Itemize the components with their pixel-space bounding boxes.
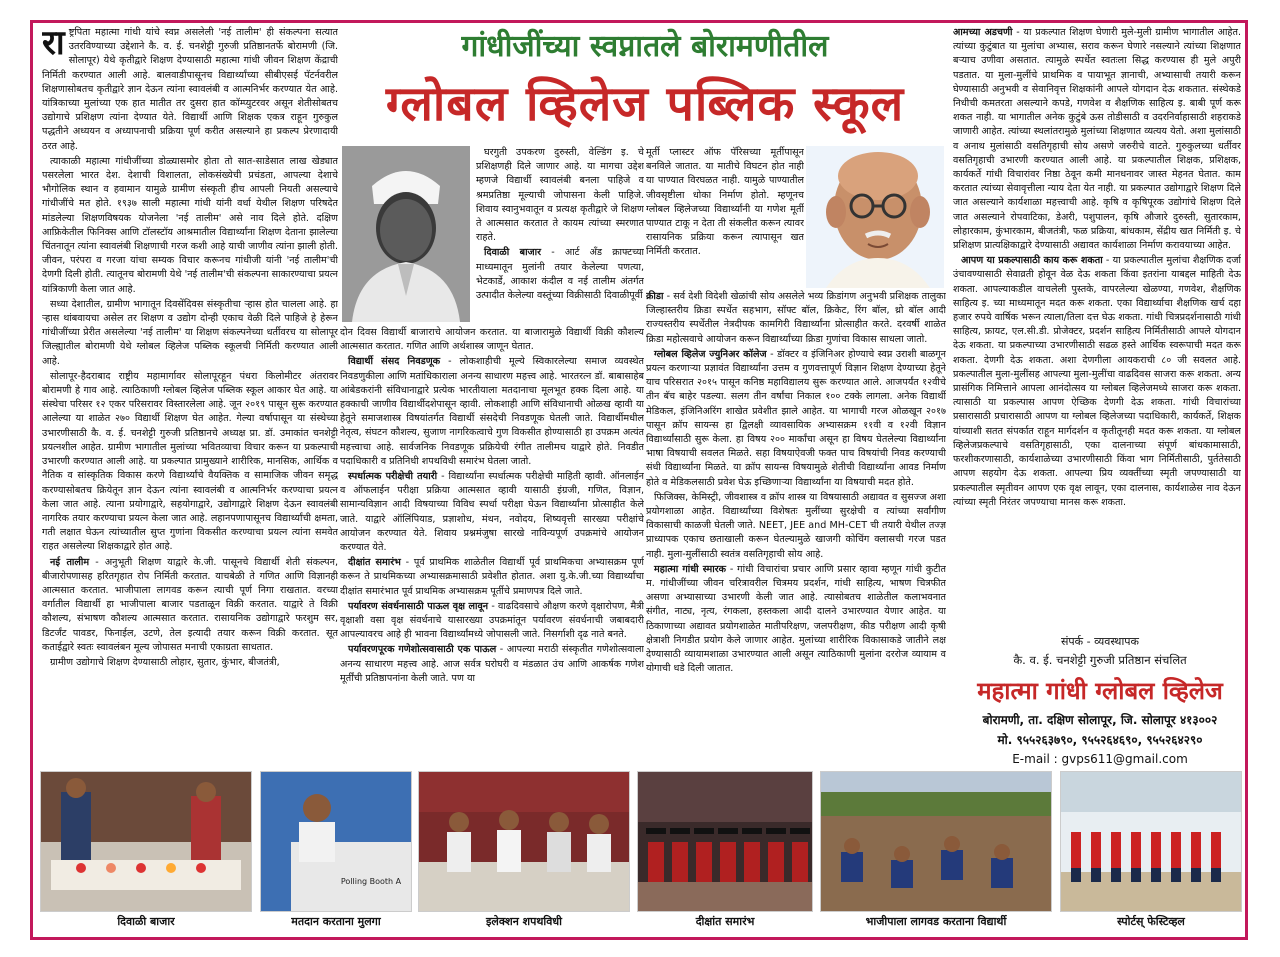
contact-address: बोरामणी, ता. दक्षिण सोलापूर, जि. सोलापूर ४१३००२: [982, 713, 1218, 727]
section-text: - गांधी विचारांचा प्रचार आणि प्रसार व्हावा म्हणून गांधी कुटीत म. गांधीजींच्या जीवन चरित्रावरील चित्रमय प्रदर्शन, गांधी साहित्य, भाषण चित्रफीत असणा अभ्यासाच्या उभारणी केली जात आहे. त्यासोबतच शाळेतील कलाभवनात संगीत, नाट्य, नृत्य, रंगकला, हस्तकला आदी दालने उभारण्यात येणार आहेत. या ठिकाणाच्या अद्यावत प्रयोगशाळेत मातीपरिक्षण, जलपरीक्षण, कीड परीक्षण आदी कृषी क्षेत्राशी निगडीत प्रयोग केले जाणार आहेत. मुलांच्या शारीरिक विकासाकडे जातीने लक्ष देण्यासाठी व्यायामशाळा उभारण्यात आली असून त्याठिकाणी मुलांना दररोज व्यायाम व योगाची धडे दिली जातात.: [646, 563, 946, 675]
section-text: - या प्रकल्पात शिक्षण घेणारी मुले-मुली ग्रामीण भागातील आहेत. त्यांच्या कुटुंबात या मुलांचा अभ्यास, सराव करून घेणारे नसल्याने त्यांच्या शिक्षणात बऱ्याच उणीवा असतात. त्यामुळे स्पर्धेत स्वतःला सिद्ध करण्यास ही मुले अपुरी पडतात. या मुला-मुलींचे प्राथमिक व पायाभूत ज्ञानाची, अभ्यासाची तयारी करून घेण्यासाठी अनुभवी व सेवानिवृत्त शिक्षकांनी आपले योगदान देऊ शकतात. संस्थेकडे निधीची कमतरता असल्याने कपडे, गणवेश व शैक्षणिक साहित्य इ. बाबी पूर्ण करू शकत नाही. या भागातील अनेक कुटुंबे ऊस तोडीसाठी व उदरनिर्वाहासाठी शहराकडे जाणारी आहेत. त्यांच्या स्थलांतरामुळे मुलांच्या शिक्षणात व्यत्यय येतो. अशा मुलांसाठी व अनाथ मुलांसाठी वसतिगृहाची सोय असणे जरुरीचे वाटते. गुरुकुलच्या धर्तीवर वसतिगृहाची उभारणी करण्यात आली आहे. या प्रकल्पातील शिक्षक, प्रशिक्षक, कार्यकर्ते गांधी विचारांवर निष्ठा ठेवून कमी मानधनावर जास्त मेहनत घेतात. काम करतात त्यांच्या सेवावृत्तीला न्याय देता येत नाही. या प्रकल्पात उद्योगाद्वारे शिक्षण दिले जात असल्याने कार्यशाळा महत्त्वाची आहे. कृषि व कृषिपूरक उद्योगांचे शिक्षण दिले जात असल्याने रोपवाटिका, डेअरी, पशुपालन, कृषि औजारे दुरुस्ती, सुतारकाम, लोहारकाम, कुंभारकाम, बीजतंत्री, फळ प्रक्रिया, बांधकाम, सेंद्रीय खत निर्मिती इ. चे प्रशिक्षण प्रात्यक्षिकाद्वारे देण्यासाठी अद्यावत कार्यशाळा निर्माण करावयाच्या आहेत.: [953, 27, 1241, 252]
section-heading: दीक्षांत समारंभ: [348, 557, 401, 569]
paragraph: घरगुती उपकरण दुरुस्ती, वेल्डिंग इ. चे प्रशिक्षणही दिले जाणार आहे. या मागचा उद्देश म्हणजे विद्यार्थी स्वावलंबी बनला पाहिजे व श्रमप्रतिष्ठा मूल्याची जोपासना केली पाहिजे. शिवाय स्वानुभवातून व प्रत्यक्ष कृतीद्वारे जे शिक्षण ते आत्मसात करतात ते कायम त्यांच्या स्मरणात राहते.: [476, 147, 644, 244]
contact-label: संपर्क - व्यवस्थापक: [1061, 635, 1139, 648]
section-text: - या प्रकल्पातील मुलांचा शैक्षणिक दर्जा उंचावण्यासाठी सेवाव्रती होवून वेळ देऊ शकता किंवा इतरांना याबद्दल माहिती देऊ शकता. आपल्याकडील वाचलेली पुस्तके, वापरलेल्या खेळण्या, गणवेश, शैक्षणिक साहित्य इ. च्या माध्यमातून मदत करू शकता. एका विद्यार्थ्याचा शैक्षणिक खर्च दहा हजार रुपये वार्षिक भरून त्याला/तिला दत्त घेऊ शकता. गांधी चित्रप्रदर्शनासाठी गांधी साहित्य, फ्रायट, एल.सी.डी. प्रोजेक्टर, प्रदर्शन साहित्य निर्मितीसाठी आपले योगदान देऊ शकता. या प्रकल्पाच्या उभारणीसाठी सढळ हस्ते आर्थिक स्वरूपाची मदत करू शकता. देणगी देऊ शकता. अशा देणगीला आयकराची ८० जी सवलत आहे. प्रकल्पातील मुला-मुलींसह आपल्या मुला-मुलींचा वाढदिवस साजरा करू शकता. अन्य प्रासंगिक निमित्ताने आपला आनंदोत्सव या ग्लोबल व्हिलेजमध्ये साजरा करू शकता. त्यासाठी या प्रकल्पास आपण ऐच्छिक देणगी देऊ शकता. गांधी विचारांच्या प्रसारासाठी प्रचारासाठी आपण या ग्लोबल व्हिलेजच्या पदाधिकारी, कार्यकर्ते, शिक्षक यांच्याशी सतत संपर्कात राहून मार्गदर्शन व कृतीतूनही मदत करू शकता. या ग्लोबल व्हिलेजप्रकल्पाचे वसतिगृहासाठी, एका दालनाच्या संपूर्ण बांधकामासाठी, फरशीकरणासाठी, कार्यशाळेच्या उभारणीसाठी किंवा भाग निर्मितीसाठी, पुर्ततेसाठी आपण सहयोग देऊ शकता. आपल्या प्रिय व्यक्तींच्या स्मृती जपण्यासाठी या प्रकल्पातील स्मृतीवन आपण एक वृक्ष लावून, एका दालनास, कार्यशाळेस नाव देऊन त्यांच्या स्मृती निरंतर जपण्याचा मानस करू शकता.: [953, 255, 1241, 508]
paragraph: ग्रामीण उद्योगाचे शिक्षण देण्यासाठी लोहार, सुतार, कुंभार, बीजतंत्री,: [50, 656, 280, 668]
article-column-3b: [646, 290, 946, 772]
section-heading: ग्लोबल व्हिलेज ज्युनिअर कॉलेज: [654, 348, 767, 360]
section-text: - आर्ट अँड क्राफ्टच्या माध्यमातून मुलांनी तयार केलेल्या पणत्या, भेटकार्डे, आकाश कंदील व नई तालीम अंतर्गत उत्पादीत केलेल्या वस्तूंच्या विक्रीसाठी दिवाळीपूर्वी: [476, 247, 644, 302]
section-text: - वाढदिवसाचे औक्षण करणे वृक्षारोपण, मैत्री वृक्षाशी वसा वृक्ष संवर्धनाचे यासारख्या उपक्रमांतून पर्यावरण संवर्धनाची जबाबदारी आपल्यावरच आहे ही भावना विद्यार्थ्यांमध्ये जोपासली जाते. निसर्गाशी दृढ नाते बनते.: [340, 600, 644, 641]
paragraph: दोन दिवस विद्यार्थी बाजाराचे आयोजन करतात. या बाजारामुळे विद्यार्थी विक्री कौशल्य आत्मसात करतात. गणित आणि अर्थशास्त्र जाणून घेतात.: [340, 327, 644, 353]
photo-voting-boy: [260, 771, 412, 912]
photo-convocation: [637, 771, 813, 912]
photo-caption: भाजीपाला लागवड करताना विद्यार्थी: [865, 915, 1007, 928]
article-column-3: [646, 146, 804, 288]
photo-sports-festival: [1060, 771, 1242, 912]
section-text: - पूर्व प्राथमिक शाळेतील विद्यार्थी पूर्व प्राथमिकचा अभ्यासक्रम पूर्ण करून ते प्राथमिकच्या अभ्यासक्रमासाठी प्रवेशीत होतात. अशा यु.के.जी.च्या विद्यार्थ्यांचा दीक्षांत समारंभात पूर्व प्राथमिक अभ्यासक्रम पूर्तीचे प्रमाणपत्र दिले जाते.: [340, 557, 644, 597]
paragraph: सध्या देशातील, ग्रामीण भागातून दिवसेंदिवस संस्कृतीचा ऱ्हास होत चालला आहे. हा ऱ्हास थांबवायचा असेल तर शिक्षण व उद्योग दोन्ही एकाच वेळी दिले पाहिजे हे हेरून गांधीजींच्या प्रेरीत असलेल्या 'नई तालीम' या शिक्षण संकल्पनेच्या धर्तीवरच या सोलापूर जिल्ह्यातील बोरामणी येथे ग्लोबल व्हिलेज पब्लिक स्कूलची निर्मिती करण्यात आली आहे.: [42, 298, 338, 367]
paragraph: ष्ट्रपिता महात्मा गांधी यांचे स्वप्न असलेली 'नई तालीम' ही संकल्पना सत्यात उतरविण्याच्या उद्देशाने कै. व. ई. चनशेट्टी गुरुजी प्रतिष्ठानतर्फे बोरामणी (जि. सोलापूर) येथे कृतीद्वारे शिक्षण देण्यासाठी महात्मा गांधी जीवन शिक्षण केंद्राची निर्मिती करण्यात आली आहे. बालवाडीपासूनच विद्यार्थ्यांच्या सीबीएसई पॅटर्नवरील शिक्षणासोबतच कृतीद्वारे ज्ञान देऊन त्यांना स्वावलंबी व आत्मनिर्भर करण्यात येत आहे. यांत्रिकाच्या मुलांच्या एक हात मातीत तर दुसरा हात कॉम्प्युटरवर असून शेतीसोबतच उद्योगाचे प्रशिक्षण त्यांना देण्यात येते. विद्यार्थी आणि शिक्षक एकत्र राहून गुरुकुल पद्धतीने अध्ययन व अध्यापनाची प्रक्रिया पूर्ण करीत असल्याने हा प्रकल्प प्रेरणादायी ठरत आहे.: [42, 27, 338, 152]
section-heading: पर्यावरण संवर्धनासाठी पाऊल वृक्ष लावून: [348, 600, 489, 612]
section-heading: क्रीडा: [646, 291, 664, 302]
paragraph: त्याकाळी महात्मा गांधीजींच्या डोळ्यासमोर होता तो सात-साडेसात लाख खेड्यात पसरलेला भारत देश. देशाची विशालता, लोकसंख्येची प्रचंडता, आपल्या देशाचे भौगोलिक स्थान व हवामान यामुळे ग्रामीण संस्कृती हीच आपली नियती असल्याचे गांधीजींचे मत होते. १९३७ साली महात्मा गांधी यांनी वर्धा येथील शिक्षण परिषदेत मांडलेल्या शिक्षणविषयक योजनेला 'नई तालीम' असे नाव दिले होते. दक्षिण आफ्रिकेतील फिनिक्स आणि टॉलस्टॉय आश्रमातील विद्यार्थ्यांना शिक्षण देताना झालेल्या चिंतनातून त्यांना स्वावलंबी शिक्षणाची गरज कशी आहे याची जाणीव त्यांना झाली होती. जीवन, परंपरा व गरजा यांचा सम्यक विचार करूनच गांधीजी यांनी 'नई तालीम'ची देणगी दिली होती. त्यातूनच बोरामणी येथे 'नई तालीम'ची संकल्पना साकारण्याचा प्रयत्न यांत्रिकाणी केला जात आहे.: [42, 155, 338, 295]
paragraph: सोलापूर-हैदराबाद राष्ट्रीय महामार्गावर सोलापूरहून पंधरा किलोमीटर अंतरावर बोरामणी हे गाव आहे. त्याठिकाणी ग्लोबल व्हिलेज पब्लिक स्कूल आकार घेत आहे. या संस्थेचा परिसर १२ एकर परिसरावर विस्तारलेला आहे. जून २०१९ पासून सुरू करण्यात आलेल्या या शाळेत २७० विद्यार्थी शिक्षण घेत आहेत. गेल्या वर्षापासून या संस्थेच्या उभारणीसाठी कै. व. ई. चनशेट्टी गुरुजी प्रतिष्ठानचे अध्यक्ष प्रा. डॉ. उमाकांत चनशेट्टी प्रयत्नशील आहेत. ग्रामीण भागातील मुलांच्या भवितव्याचा विचार करून या प्रकल्पाची उभारणी करण्यात आली आहे. या प्रकल्पात प्रामुख्याने शारीरिक, मानसिक, आर्थिक व नैतिक व सांस्कृतिक विकास करणे विद्यार्थ्यांचे वैयक्तिक व सामाजिक जीवन समृद्ध करण्यासोबतच क्रियेतून ज्ञान देऊन त्यांना स्वावलंबी व आत्मनिर्भर करण्याचा प्रयत्न केला जात आहे. त्याना प्रयोगाद्वारे, सहयोगाद्वारे, उद्योगाद्वारे शिक्षण देऊन स्वावलंबी नागरिक तयार करण्याचा प्रयत्न केला जात आहे. लहानपणापासूनच विद्यार्थ्यांची क्षमता, गती लक्षात घेऊन त्यांच्यातील सुप्त गुणांना विकसीत करण्याचा प्रयत्न त्यांना समवेत राहत असलेल्या शिक्षकाद्वारे होत आहे.: [42, 370, 338, 553]
photo-caption: दिवाळी बाजार: [117, 915, 175, 928]
photo-caption: स्पोर्टस् फेस्टिव्हल: [1117, 915, 1185, 928]
contact-org-name: महात्मा गांधी ग्लोबल व्हिलेज: [977, 676, 1223, 705]
article-column-2: [340, 326, 644, 772]
founder-portrait: [342, 146, 470, 322]
drop-cap: रा: [42, 26, 65, 63]
section-text: - विद्यार्थ्यांना स्पर्धात्मक परीक्षेची माहिती व्हावी. ऑनलाईन व ऑफलाईन परीक्षा प्रक्रिया आत्मसात व्हावी यासाठी इंग्रजी, गणित, विज्ञान, सामान्यविज्ञान आदी विषयाच्या विविध स्पर्धा परीक्षा घेऊन विद्यार्थ्यांना प्रोत्साहीत केले जाते. याद्वारे ऑलिंपियाड, प्रज्ञाशोध, मंथन, नवोदय, शिष्यवृत्ती सारख्या परीक्षांचे आयोजन करण्यात येते. शिवाय प्रश्नमंजुषा सारखे नाविन्यपूर्ण उपक्रमांचे आयोजन करण्यात येते.: [340, 471, 644, 554]
section-heading: आपण या प्रकल्पासाठी काय करू शकता: [961, 255, 1103, 267]
photo-caption: इलेक्शन शपथविधी: [485, 915, 563, 928]
section-heading: पर्यावरणपूरक गणेशोत्सवासाठी एक पाऊल: [348, 644, 497, 656]
polling-booth-sign: Polling Booth A: [340, 877, 402, 886]
article-column-2a: [476, 146, 644, 324]
section-text: - आपल्या मराठी संस्कृतीत गणेशोत्सवाला अनन्य साधारण महत्त्व आहे. आज सर्वत्र घरोघरी व मंडळात उंच आणि आकर्षक गणेश मूर्तींची प्रतिष्ठापनांना केली जाते. पण या: [340, 644, 644, 684]
contact-box: [955, 628, 1245, 778]
photo-vegetable-planting: [820, 771, 1052, 912]
section-heading: आमच्या अडचणी: [953, 27, 1013, 38]
paragraph: मूर्ती प्लास्टर ऑफ पॅरिसच्या मूर्तीपासून बनविले जातात. या मातीचे विघटन होत नाही या पाण्यात विरघळत नाही. यामुळे पाण्यातील जीवसृष्टीला धोका निर्माण होतो. म्हणूनच ग्लोबल व्हिलेजच्या विद्यार्थ्यांनी या गणेश मूर्ती पाण्यात टाकू न देता ती संकलीत करून त्यावर रासायनिक प्रक्रिया करून त्यापासून खत निर्मिती करतात.: [646, 147, 804, 258]
article-column-1: [42, 26, 338, 774]
paragraph: फिजिक्स, केमिस्ट्री, जीवशास्त्र व क्रॉप शास्त्र या विषयासाठी अद्यावत व सुसज्ज अशा प्रयोगशाळा आहेत. विद्यार्थ्यांच्या विशेषतः मुलींच्या सुरक्षेची व त्यांच्या सर्वांगीण विकासाची काळजी घेतली जाते. NEET, JEE and MH-CET ची तयारी येथील तज्ज्ञ प्राध्यापक एकाच छताखाली करून घेतल्यामुळे खाजगी कोचिंग क्लासची गरज पडत नाही. मुला-मुलींसाठी स्वतंत्र वसतिगृहाची सोय आहे.: [646, 491, 946, 560]
photo-caption: दीक्षांत समारंभ: [695, 915, 755, 928]
section-text: - डॉक्टर व इंजिनिअर होण्याचे स्वप्न उराशी बाळगून प्रयत्न करणाऱ्या प्रज्ञावंत विद्यार्थ्यांना उत्तम व गुणवत्तापूर्ण विज्ञान शिक्षण देण्याच्या हेतूने याच परिसरात २०१५ पासून कनिष्ठ महाविद्यालय सुरू करण्यात आले. आजपर्यंत १२वीचे तीन बॅच बाहेर पडल्या. सलग तीन वर्षांचा निकाल १०० टक्के लागला. अनेक विद्यार्थी मेडिकल, इंजिनिअरिंग शाखेत प्रवेशीत झाले आहेत. या भागाची गरज ओळखून २०१७ पासून क्रॉप सायन्स हा द्विलक्षी व्यावसायिक अभ्यासक्रम ११वी व १२वी विज्ञान विद्यार्थ्यांसाठी सुरू केला. हा विषय २०० मार्कांचा असून हा विषय घेतलेल्या विद्यार्थ्यांना भाषा विषयाची सवलत मिळते. सहा विषयाऐवजी फक्त पाच विषयांची निवड करण्याची संधी विद्यार्थ्यांना मिळते. या क्रॉप सायन्स विषयामुळे शेतीची विद्यार्थ्यांना आवड निर्माण होते व मेडिकलसाठी प्रवेश घेऊ इच्छिणाऱ्या विद्यार्थ्यांना या विषयाची मदत होते.: [646, 348, 946, 488]
contact-mobile: मो. ९५५२६३७९०, ९५५२६४६९०, ९५५२६४२९०: [997, 733, 1203, 747]
contact-email: E-mail : gvps611@gmail.com: [1012, 752, 1188, 766]
section-text: - सर्व देशी विदेशी खेळांची सोय असलेले भव्य क्रिडांगण अनुभवी प्रशिक्षक तालुका जिल्हास्तरीय क्रिडा स्पर्धेत सहभाग, सॉफ्ट बॉल, क्रिकेट, रिंग बॉल, थ्रो बॉल आदी राज्यस्तरीय स्पर्धेतील नेत्रदीपक कामगिरी विद्यार्थ्यांना प्रोत्साहीत करते. दरवर्षी शाळेत क्रिडा महोत्सवाचे आयोजन करून विद्यार्थ्यांच्या क्रिडा गुणांचा विकास साधला जातो.: [646, 291, 946, 345]
section-text: - लोकशाहीची मूल्ये स्विकारलेल्या समाज व्यवस्थेत निवडणुकीला आणि मतांधिकाराला अनन्य साधारण महत्त्व आहे. भारतरत्न डॉ. बाबासाहेब आंबेडकरांनी संविधानाद्वारे प्रत्येक भारतीयाला मतदानाचा मूलभूत हक्क दिला आहे. या हक्काची जाणीव विद्यार्थीदशेपासून व्हावी. लोकशाही आणि संविधानाची ओळख व्हावी या हेतूने समाजशास्त्र विषयांतर्गत विद्यार्थी संसदेची निवडणूक घेतली जाते. विद्यार्थीमधील नेतृत्व, संघटन कौशल्य, सुजाण नागरिकत्वाचे गुण विकसीत होण्यासाठी हा उपक्रम अत्यंत महत्त्वाचा आहे. सार्वजनिक निवडणूक प्रक्रियेची रंगीत तालीमच याद्वारे होते. निवडीत पदाधिकारी व प्रतिनिधी शपथविधी समारंभ घेतला जातो.: [340, 356, 644, 467]
section-heading: स्पर्धात्मक परीक्षेची तयारी: [348, 471, 438, 483]
photo-diwali-bazaar: [40, 771, 252, 912]
article-column-4: [953, 26, 1241, 624]
headline-kicker: गांधीजींच्या स्वप्नातले बोरामणीतील: [461, 29, 829, 64]
headline-title: ग्लोबल व्हिलेज पब्लिक स्कूल: [385, 76, 905, 132]
section-text: - अनुभूती शिक्षण याद्वारे के.जी. पासूनचे विद्यार्थी शेती संकल्पन, बीजारोपणासह हरितगृहात रोप निर्मिती करतात. याचबेळी ते गणित आणि विज्ञानही आत्मसात करतात. भाजीपाला लागवड करून त्याची पूर्ण निगा राखतात. वरच्या वर्गातील विद्यार्थी हा भाजीपाला बाजार पडताळून विक्री करतात. याद्वारे ते विक्री कौशल्य, संभाषण कौशल्य आत्मसात करतात. रासायनिक उद्योगाद्वारे फरशुम सर, डिटर्जंट पावडर, फिनाईल, उटणे, तेल इत्यादी तयार करून विक्री करतात. सूत कताईद्वारे स्वतः स्वावलंबन मूल्य जोपासत मनाची एकाग्रता साधतात.: [42, 556, 338, 653]
section-heading: विद्यार्थी संसद निवडणूक: [348, 356, 441, 368]
photo-election-oath: [418, 771, 630, 912]
contact-subtitle: कै. व. ई. चनशेट्टी गुरुजी प्रतिष्ठान संचलित: [1013, 653, 1187, 667]
section-heading: महात्मा गांधी स्मारक: [654, 563, 727, 575]
gandhi-portrait: [806, 146, 944, 288]
photo-caption: मतदान करताना मुलगा: [291, 915, 381, 928]
section-heading: दिवाळी बाजार: [484, 247, 542, 259]
section-heading: नई तालीम: [50, 556, 90, 568]
